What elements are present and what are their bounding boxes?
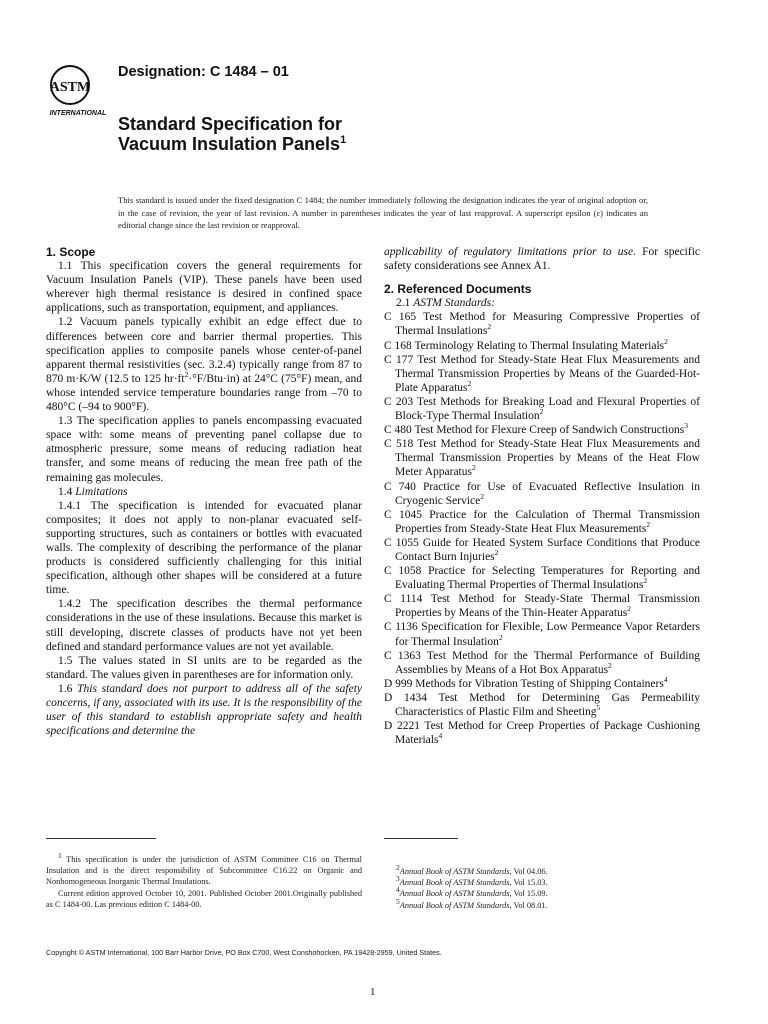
reference-item: D 2221 Test Method for Creep Properties of Package Cushioning Materials$^4$ [384, 720, 700, 747]
title-line-1: Standard Specification for [118, 114, 343, 134]
footnote-2: $^2$Annual Book of ASTM Standards, Vol 04.06. [396, 863, 548, 876]
designation: Designation: C 1484 – 01 [118, 64, 289, 80]
paragraph-1-4: 1.4 Limitations [58, 485, 128, 498]
reference-item: C 480 Test Method for Flexure Creep of Sandwich Constructions$^3$ [384, 421, 688, 437]
reference-item: C 1045 Practice for the Calculation of Thermal Transmission Properties from Steady-State Heat Flux Measurements$^2$ [384, 508, 700, 535]
reference-list [384, 310, 700, 747]
reference-item: C 1136 Specification for Flexible, Low Permeance Vapor Retarders for Thermal Insulation$^2$ [384, 621, 700, 648]
footnote-1-edition: Current edition approved October 10, 2001. Published October 2001.Originally published as C 1484-00. Las previous edition C 1484-00. [46, 888, 362, 909]
title-line-2: Vacuum Insulation Panels$^1$ [118, 134, 347, 154]
reference-item: C 165 Test Method for Measuring Compressive Properties of Thermal Insulations$^2$ [384, 311, 700, 338]
astm-standards-subheading: 2.1 ASTM Standards: [396, 297, 495, 310]
title-footnote-ref: 1 [340, 134, 347, 146]
right-column [384, 245, 700, 747]
paragraph-1-4-2: 1.4.2 The specification describes the thermal performance considerations in the use of these insulations. Because this market is still developing, discrete classes of products have not yet been defined and standard performance values are not yet available. [46, 598, 362, 653]
reference-item: C 168 Terminology Relating to Thermal Insulating Materials$^2$ [384, 336, 668, 352]
reference-item: D 999 Methods for Vibration Testing of Shipping Containers$^4$ [384, 674, 668, 690]
reference-item: C 1114 Test Method for Steady-State Thermal Transmission Properties by Means of the Thin-Heater Apparatus$^2$ [384, 593, 700, 620]
reference-item: C 203 Test Methods for Breaking Load and Flexural Properties of Block-Type Thermal Insulation$^2$ [384, 395, 700, 423]
scope-heading: 1. Scope [46, 245, 96, 259]
reference-item: C 740 Practice for Use of Evacuated Reflective Insulation in Cryogenic Service$^2$ [384, 480, 700, 507]
paragraph-1-6: 1.6 This standard does not purport to address all of the safety concerns, if any, associated with its use. It is the responsibility of the user of this standard to establish appropriate safety and health specifications and determine the [46, 682, 363, 738]
referenced-documents-heading: 2. Referenced Documents [384, 282, 532, 297]
paragraph-1-6-continued: applicability of regulatory limitations prior to use. For specific safety considerations see Annex A1. [384, 246, 700, 273]
footnote-3: $^3$Annual Book of ASTM Standards, Vol 15.03. [396, 874, 548, 888]
copyright-notice: Copyright © ASTM International, 100 Barr Harbor Drive, PO Box C700, West Conshohocken, PA 19428-2959, United States. [46, 948, 442, 957]
logo-subtext: INTERNATIONAL [49, 110, 107, 117]
footnotes-right [384, 863, 700, 911]
reference-item: C 1058 Practice for Selecting Temperatures for Reporting and Evaluating Thermal Properties of Thermal Insulations$^2$ [384, 565, 700, 592]
astm-logo [46, 63, 110, 117]
footnote-divider-right [384, 838, 458, 839]
paragraph-1-2: 1.2 Vacuum panels typically exhibit an edge effect due to differences between core and barrier thermal properties. This specification applies to composite panels whose center-of-panel apparent thermal resistivities (sec. 3.2.4) typically range from 87 to 870 m·K/W (12.5 to 125 $hr\cdot ft^2\cdot^\circ F/Btu\cdot in$) at 24°C (75°F) mean, and whose intended service temperature boundaries range from –70 to 480°C (–94 to 900°F). [46, 316, 362, 414]
reference-item: C 518 Test Method for Steady-State Heat Flux Measurements and Thermal Transmission Properties by Means of the Heat Flow Meter Apparatus$^2$ [384, 438, 700, 479]
footnotes-left [46, 851, 362, 910]
paragraph-1-4-1: 1.4.1 The specification is intended for evacuated planar composites; it does not apply to non-planar evacuated self-supporting structures, such as containers or bottles with evacuated walls. The complexity of describing the performance of the planar products is considered sufficiently challenging for this initial specification, although other shapes will be considered at a future time. [46, 499, 362, 597]
footnote-5: $^5$Annual Book of ASTM Standards, Vol 08.01. [396, 896, 548, 910]
logo-text: ASTM [49, 80, 91, 95]
footnote-4: $^4$Annual Book of ASTM Standards, Vol 15.09. [396, 885, 548, 899]
paragraph-1-5: 1.5 The values stated in SI units are to be regarded as the standard. The values given in parentheses are for information only. [46, 654, 362, 681]
paragraph-1-1: 1.1 This specification covers the general requirements for Vacuum Insulation Panels (VIP). These panels have been used wherever high thermal resistance is desired in confined space applications, such as transportation, equipment, and appliances. [46, 260, 362, 315]
issued-note: This standard is issued under the fixed designation C 1484; the number immediately following the designation indicates the year of original adoption or, in the case of revision, the year of last revision. A number in parentheses indicates the year of last reapproval. A superscript epsilon (ε) indicates an editorial change since the last revision or reapproval. [118, 195, 648, 230]
left-column [46, 245, 362, 738]
reference-item: C 177 Test Method for Steady-State Heat Flux Measurements and Thermal Transmission Properties by Means of the Guarded-Hot-Plate Apparatus$^2$ [384, 353, 700, 394]
footnote-1: $^1$ This specification is under the jurisdiction of ASTM Committee C16 on Thermal Insulation and is the direct responsibility of Subcommittee C16.22 on Organic and Nonhomogeneous Inorganic Thermal Insulations. [46, 851, 362, 887]
page-title [118, 114, 346, 154]
page-number: 1 [370, 986, 376, 998]
reference-item: C 1363 Test Method for the Thermal Performance of Building Assemblies by Means of a Hot Box Apparatus$^2$ [384, 649, 700, 676]
footnote-divider-left [46, 838, 156, 839]
reference-item: C 1055 Guide for Heated System Surface Conditions that Produce Contact Burn Injuries$^2$ [384, 536, 700, 563]
paragraph-1-3: 1.3 The specification applies to panels encompassing evacuated space with: some means of preventing panel collapse due to atmospheric pressure, some means of reducing radiation heat transfer, and some means of reducing the mean free path of the remaining gas molecules. [46, 415, 362, 484]
reference-item: D 1434 Test Method for Determining Gas Permeability Characteristics of Plastic Film and Sheeting$^5$ [384, 691, 700, 718]
